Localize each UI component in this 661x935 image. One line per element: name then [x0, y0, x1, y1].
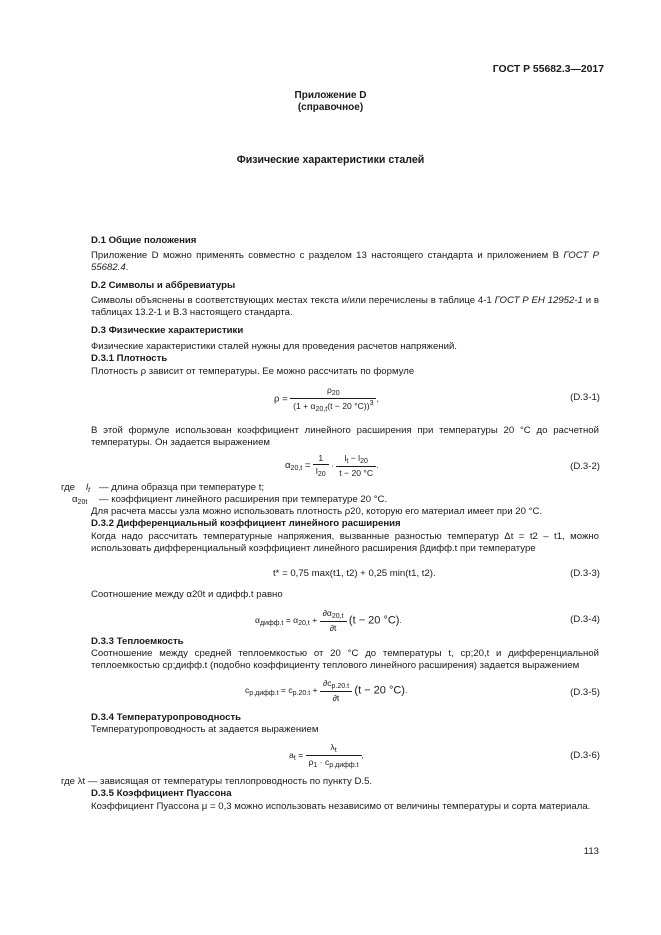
section-d32-text: Когда надо рассчитать температурные напряжения, вызванные разностью температур Δt = t2 – t1, можно использовать дифференциальный коэффициент линейного расширения βдифф.t при температуре — [91, 531, 599, 555]
appendix-title: Физические характеристики сталей — [236, 154, 425, 166]
section-d34-heading: D.3.4 Температуропроводность — [91, 712, 242, 723]
section-d3-text: Физические характеристики сталей нужны для проведения расчетов напряжений. — [91, 341, 457, 352]
symbol-alpha20t: $\alpha_{20t}$ — [72, 494, 88, 506]
section-d1-text: Приложение D можно применять совместно с разделом 13 настоящего стандарта и приложением В ГОСТ Р 55682.4. — [91, 250, 599, 274]
equation-d3-4: $\alpha_{дифф.t} = \alpha_{20,t}$ + $\frac{\partial\alpha_{20,t}}{\partial t}$ (t − 20 °C). — [255, 608, 402, 633]
definition-alpha20t: — коэффициент линейного расширения при температуре 20 °C. — [99, 494, 388, 505]
section-d31-heading: D.3.1 Плотность — [91, 353, 168, 364]
equation-number-d3-2: (D.3-2) — [570, 461, 600, 472]
equation-number-d3-6: (D.3-6) — [570, 750, 600, 761]
equation-d3-5: $c_{p.дифф.t} = c_{p.20.t}$ + $\frac{\partial c_{p.20.t}}{\partial t}$ (t − 20 °C). — [245, 678, 408, 703]
definition-lt: — длина образца при температуре t; — [99, 482, 265, 493]
equation-d3-1: ρ = $\frac{\rho_{20}}{(1 + \alpha_{20,t}(t - 20 ^\circ C))^3}$ , — [274, 385, 379, 413]
paragraph-ratio: Соотношение между α20t и αдифф.t равно — [91, 589, 283, 600]
where-lambda: где λt — зависящая от температуры теплопроводность по пункту D.5. — [61, 776, 373, 787]
section-d34-text: Температуропроводность at задается выражением — [91, 724, 319, 735]
section-d2-heading: D.2 Символы и аббревиатуры — [91, 280, 236, 291]
where-label: где — [61, 482, 76, 493]
equation-number-d3-5: (D.3-5) — [570, 687, 600, 698]
equation-d3-2: $\alpha_{20,t}$ = $\frac{1}{l_{20}}$ · $\frac{l_t - l_{20}}{t - 20 ^\circ C}$ . — [285, 453, 379, 478]
section-d3-heading: D.3 Физические характеристики — [91, 325, 244, 336]
symbol-lt: $l_t$ — [86, 482, 91, 494]
document-header: ГОСТ Р 55682.3—2017 — [492, 64, 604, 75]
page-number: 113 — [583, 846, 599, 857]
section-d35-heading: D.3.5 Коэффициент Пуассона — [91, 788, 232, 799]
section-d32-heading: D.3.2 Дифференциальный коэффициент линейного расширения — [91, 518, 401, 529]
paragraph-expansion-coefficient: В этой формуле использован коэффициент линейного расширения при температуры 20 °C до расчетной температуры. Он задается выражением — [91, 425, 599, 449]
equation-number-d3-1: (D.3-1) — [570, 392, 600, 403]
section-d33-heading: D.3.3 Теплоемкость — [91, 636, 184, 647]
appendix-type: (справочное) — [297, 102, 364, 113]
paragraph-mass: Для расчета массы узла можно использовать плотность ρ20, которую его материал имеет при 20 °C. — [91, 506, 543, 517]
equation-number-d3-3: (D.3-3) — [570, 568, 600, 579]
reference-gost-en-12952-1: ГОСТ Р ЕН 12952-1 — [494, 295, 583, 306]
section-d31-text: Плотность ρ зависит от температуры. Ее можно рассчитать по формуле — [91, 366, 415, 377]
section-d2-text: Символы объяснены в соответствующих местах текста и/или перечислены в таблице 4-1 ГОСТ Р ЕН 12952-1 и в таблицах 13.2-1 и В.3 настоящего стандарта. — [91, 295, 600, 319]
section-d33-text: Соотношение между средней теплоемкостью от 20 °C до температуры t, cp;20,t и дифференциальной теплоемкостью cp;дифф.t (подобно коэффициенту теплового линейного расширения) задается выражением — [91, 648, 599, 672]
section-d1-heading: D.1 Общие положения — [91, 235, 197, 246]
equation-d3-3: t* = 0,75 max(t1, t2) + 0,25 min(t1, t2). — [273, 568, 436, 579]
equation-number-d3-4: (D.3-4) — [570, 614, 600, 625]
section-d35-text: Коэффициент Пуассона μ = 0,3 можно использовать независимо от величины температуры и сорта материала. — [91, 801, 591, 812]
equation-d3-6: $a_t$ = $\frac{\lambda_t}{\rho_1 \cdot c_{p.дифф.t}}$ , — [289, 742, 364, 769]
reference-gost-55682-4: ГОСТ Р 55682.4 — [91, 250, 599, 274]
appendix-label: Приложение D — [294, 90, 367, 101]
